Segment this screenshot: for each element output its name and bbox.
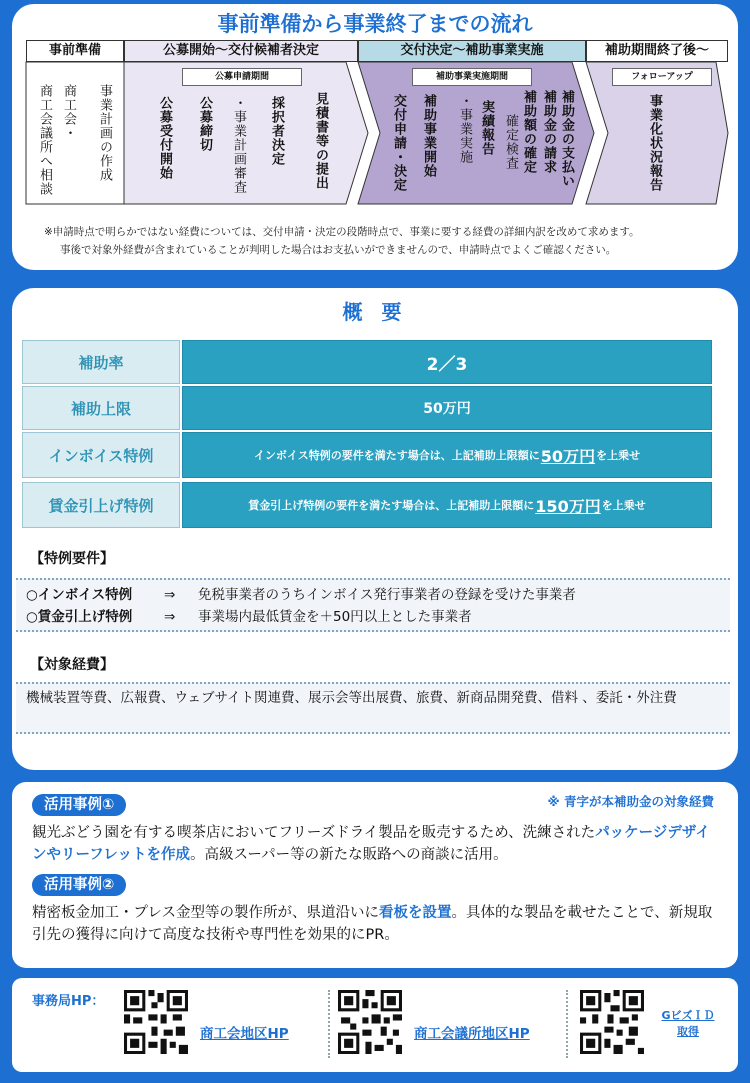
arrow-icon: ⇒ [164, 587, 176, 603]
requirement-name: ○インボイス特例 [26, 587, 133, 603]
arrow-icon: ⇒ [164, 609, 176, 625]
case-2-badge: 活用事例② [32, 874, 126, 896]
link-gbizid[interactable] [658, 1008, 718, 1040]
case-2-pre: 精密板金加工・プレス金型等の製作所が、県道沿いに [32, 905, 379, 921]
link-gbizid-line2: 取得 [677, 1025, 699, 1038]
row-value [182, 432, 712, 478]
step-inspect: 確定検査 [503, 114, 518, 170]
flow-section [12, 4, 738, 270]
row-value-amount: 50万円 [540, 446, 596, 466]
step-consult-2: 商工会議所へ相談 [37, 84, 52, 196]
flow-note-1: ※申請時点で明らかではない経費については、交付申請・決定の段階時点で、事業に要する経費の詳細内訳を改めて求めます。 [44, 226, 640, 238]
requirement-item [26, 584, 720, 606]
row-label: 補助率 [22, 340, 180, 384]
step-consult-1: 商工会・ [61, 84, 76, 140]
cases-section [12, 782, 738, 968]
step-estimate: 見積書等の提出 [313, 92, 328, 190]
case-2-text [32, 902, 722, 946]
step-start: 補助事業開始 [421, 94, 436, 178]
flow-title: 事前準備から事業終了までの流れ [217, 12, 533, 36]
row-label: 賃金引上げ特例 [22, 482, 180, 528]
phase-application: 公募開始～交付候補者決定 [124, 40, 358, 62]
row-value-pre: 賃金引上げ特例の要件を満たす場合は、上記補助上限額に [248, 499, 535, 512]
cases-note: ※ 青字が本補助金の対象経費 [547, 794, 714, 809]
phase-prep: 事前準備 [26, 40, 124, 62]
step-review: ・事業計画審査 [231, 96, 246, 194]
step-close: 公募締切 [197, 96, 212, 152]
row-value-pre: インボイス特例の要件を満たす場合は、上記補助上限額に [253, 449, 540, 462]
link-shokokaigisho-hp[interactable]: 商工会議所地区HP [414, 1026, 530, 1042]
phase-implementation: 交付決定～補助事業実施 [358, 40, 586, 62]
costs-heading: 【対象経費】 [30, 657, 114, 673]
phase-after: 補助期間終了後～ [586, 40, 728, 62]
row-value: 50万円 [182, 386, 712, 430]
flow-note-2: 事後で対象外経費が含まれていることが判明した場合はお支払いができませんので、申請時点でよくご確認ください。 [60, 244, 617, 256]
step-open: 公募受付開始 [157, 96, 172, 180]
divider [328, 990, 330, 1058]
row-subsidy-limit [22, 386, 712, 430]
requirement-name: ○賃金引上げ特例 [26, 609, 133, 625]
row-value-post: を上乗せ [601, 499, 646, 512]
qr-code-icon[interactable] [338, 990, 402, 1054]
step-claim: 補助金の請求 [541, 90, 556, 174]
step-followup: 事業化状況報告 [647, 94, 662, 192]
requirements-box [16, 578, 730, 632]
step-pay: 補助金の支払い [559, 90, 574, 188]
case-1-highlight: パッケージデザインやリーフレットを作成 [32, 825, 710, 863]
step-grant: 交付申請・決定 [391, 94, 406, 192]
row-value: 2／3 [182, 340, 712, 384]
overview-section [12, 288, 738, 770]
costs-box: 機械装置等費、広報費、ウェブサイト関連費、展示会等出展費、旅費、新商品開発費、借料 、委託・外注費 [16, 682, 730, 734]
row-subsidy-rate [22, 340, 712, 384]
sublabel-followup: フォローアップ [612, 68, 712, 86]
step-adopt: 採択者決定 [269, 96, 284, 166]
flow-arrows [12, 4, 738, 214]
overview-title: 概 要 [342, 300, 408, 324]
step-plan: 事業計画の作成 [97, 84, 112, 182]
link-gbizid-line1: GビズＩＤ [661, 1009, 715, 1022]
case-1-pre: 観光ぶどう園を有する喫茶店においてフリーズドライ製品を販売するため、洗練された [32, 825, 596, 841]
requirements-heading: 【特例要件】 [30, 551, 114, 567]
step-confirm: 補助額の確定 [521, 90, 536, 174]
row-value-post: を上乗せ [596, 449, 641, 462]
step-implement: ・事業実施 [457, 94, 472, 164]
divider [566, 990, 568, 1058]
step-report: 実績報告 [479, 100, 494, 156]
link-shokokai-hp[interactable]: 商工会地区HP [200, 1026, 289, 1042]
requirement-desc: 事業場内最低賃金を＋50円以上とした事業者 [198, 609, 472, 625]
case-2-highlight: 看板を設置 [378, 905, 452, 921]
case-1-post: 。高級スーパー等の新たな販路への商談に活用。 [190, 847, 508, 863]
qr-code-icon[interactable] [124, 990, 188, 1054]
case-1-text [32, 822, 722, 866]
requirement-desc: 免税事業者のうちインボイス発行事業者の登録を受けた事業者 [198, 587, 576, 603]
row-value [182, 482, 712, 528]
case-2-post: 。具体的な製品を載せたことで、新規取引先の獲得に向けて高度な技術や専門性を効果的にPR。 [32, 905, 713, 943]
row-value-amount: 150万円 [535, 496, 601, 516]
row-label: インボイス特例 [22, 432, 180, 478]
sublabel-implementation: 補助事業実施期間 [412, 68, 532, 86]
qr-code-icon[interactable] [580, 990, 644, 1054]
row-label: 補助上限 [22, 386, 180, 430]
homepage-section [12, 978, 738, 1072]
office-hp-label: 事務局HP： [32, 994, 105, 1009]
row-wage-special [22, 482, 712, 528]
requirement-item [26, 606, 720, 628]
sublabel-application: 公募申請期間 [182, 68, 302, 86]
case-1-badge: 活用事例① [32, 794, 126, 816]
row-invoice-special [22, 432, 712, 478]
